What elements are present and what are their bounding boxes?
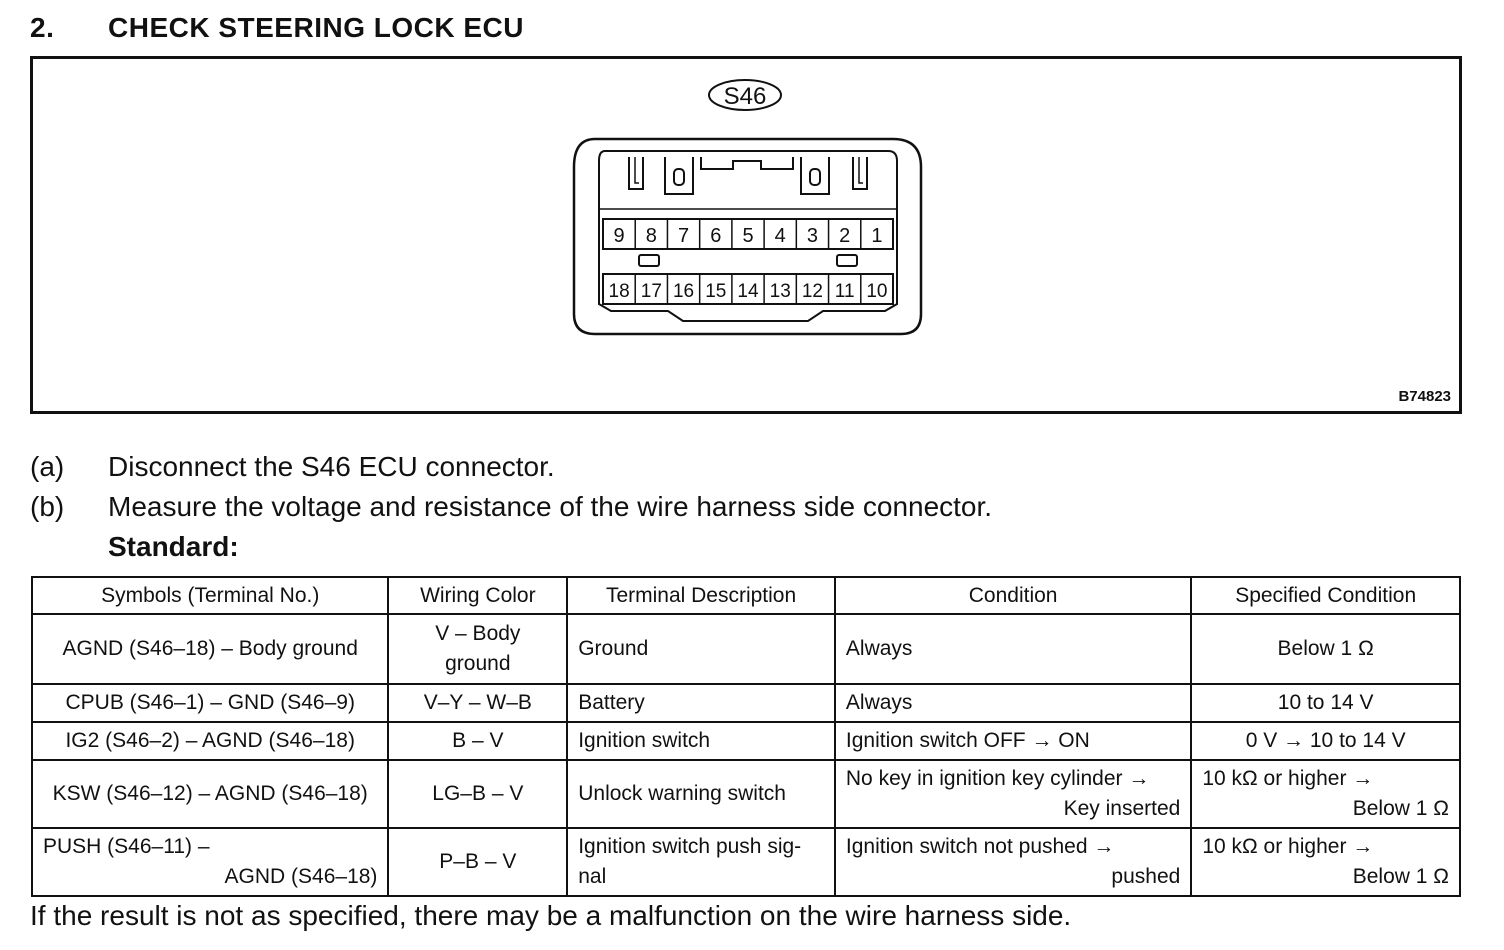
cell-spec: 10 kΩ or higher → Below 1 Ω [1191,760,1460,828]
pin-9: 9 [613,225,625,247]
table-header-row [32,577,1460,614]
pin-8: 8 [645,225,657,247]
footer-note: If the result is not as specified, there may be a malfunction on the wire harness side. [30,900,1072,931]
cell-symbol: PUSH (S46–11) – AGND (S46–18) [32,828,388,896]
pin-13: 13 [769,281,791,302]
cell-description: Ground [567,614,835,684]
pin-17: 17 [640,281,662,302]
cell-wiring: V – Body ground [388,614,567,684]
pin-2: 2 [839,225,851,247]
pin-11: 11 [834,281,855,302]
pin-6: 6 [710,225,722,247]
spec-table [31,576,1461,897]
cell-condition: Ignition switch OFF → ON [835,722,1191,760]
table-row [32,828,1460,896]
cell-symbol: KSW (S46–12) – AGND (S46–18) [32,760,388,828]
pin-10: 10 [866,281,888,302]
section-title: CHECK STEERING LOCK ECU [108,12,524,43]
cell-symbol: IG2 (S46–2) – AGND (S46–18) [32,722,388,760]
pin-15: 15 [705,281,727,302]
table-row [32,684,1460,722]
cell-wiring: B – V [388,722,567,760]
header-specified-condition: Specified Condition [1191,577,1460,614]
table-row [32,614,1460,684]
step-label: (b) [30,491,65,522]
cell-description: Ignition switch push sig- nal [567,828,835,896]
step-a [30,451,555,483]
cell-spec: 10 kΩ or higher → Below 1 Ω [1191,828,1460,896]
pin-16: 16 [672,281,695,302]
connector-diagram [33,59,1459,411]
header-terminal-description: Terminal Description [567,577,835,614]
figure-id: B74823 [1398,388,1451,405]
cell-description: Unlock warning switch [567,760,835,828]
cell-spec: 10 to 14 V [1191,684,1460,722]
bottom-pin-cells [609,274,888,304]
header-symbols: Symbols (Terminal No.) [32,577,388,614]
cell-wiring: P–B – V [388,828,567,896]
pin-3: 3 [806,225,819,247]
pin-12: 12 [801,281,824,302]
cell-spec: 0 V → 10 to 14 V [1191,722,1460,760]
section-heading [30,12,524,44]
pin-18: 18 [608,281,630,302]
pin-7: 7 [677,225,690,247]
header-wiring-color: Wiring Color [388,577,567,614]
pin-4: 4 [774,225,786,247]
pin-1: 1 [871,225,883,247]
top-pin-cells [614,219,883,249]
connector-label: S46 [723,83,767,110]
pin-14: 14 [737,281,759,302]
cell-condition: Ignition switch not pushed → pushed [835,828,1191,896]
cell-spec: Below 1 Ω [1191,614,1460,684]
step-text: Measure the voltage and resistance of the wire harness side connector. [108,491,993,522]
step-label: (a) [30,451,65,482]
table-row [32,722,1460,760]
cell-wiring: LG–B – V [388,760,567,828]
cell-condition: No key in ignition key cylinder → Key inserted [835,760,1191,828]
cell-symbol: AGND (S46–18) – Body ground [32,614,388,684]
cell-symbol: CPUB (S46–1) – GND (S46–9) [32,684,388,722]
step-b [30,491,992,523]
step-text: Disconnect the S46 ECU connector. [108,451,555,482]
section-number: 2. [30,12,55,43]
cell-wiring: V–Y – W–B [388,684,567,722]
standard-label: Standard: [108,531,239,562]
cell-condition: Always [835,684,1191,722]
cell-description: Ignition switch [567,722,835,760]
cell-description: Battery [567,684,835,722]
pin-5: 5 [742,225,754,247]
header-condition: Condition [835,577,1191,614]
cell-condition: Always [835,614,1191,684]
connector-figure [30,56,1462,414]
table-row [32,760,1460,828]
